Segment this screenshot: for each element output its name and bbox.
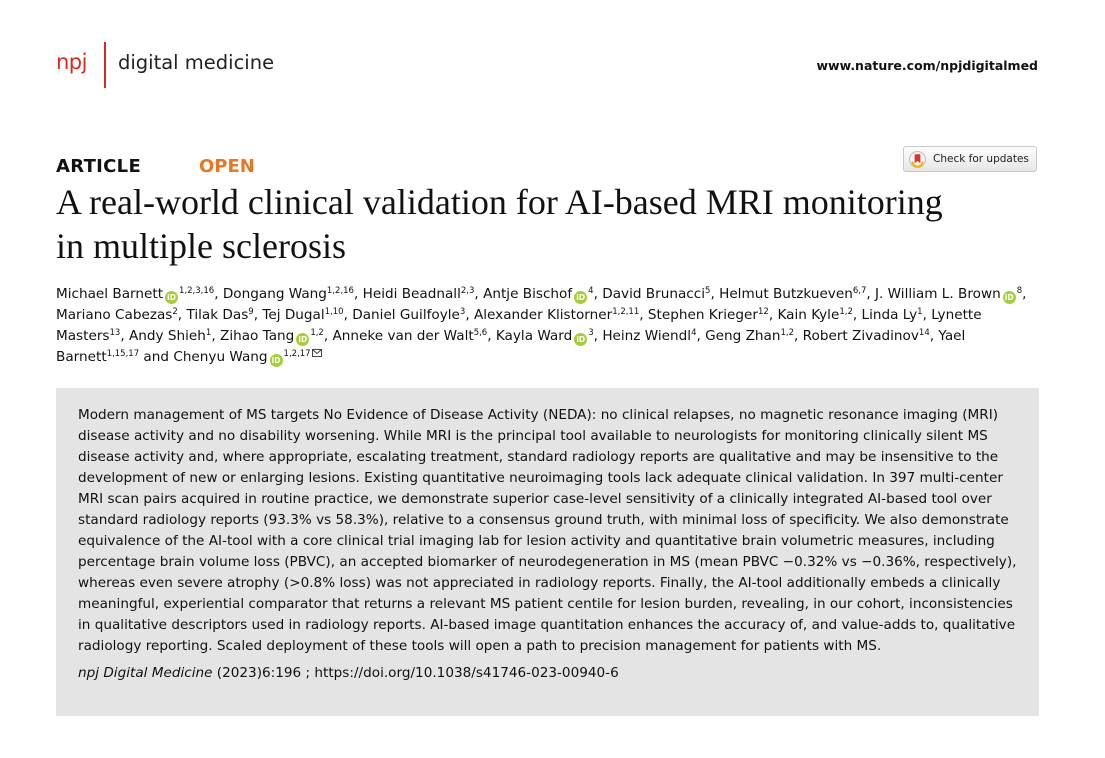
author-name[interactable]: Heidi Beadnall xyxy=(362,286,461,302)
author-name[interactable]: Anneke van der Walt xyxy=(332,328,474,344)
author-name[interactable]: Tej Dugal xyxy=(262,307,325,323)
author-name[interactable]: J. William L. Brown xyxy=(875,286,1001,302)
citation-journal: npj Digital Medicine xyxy=(78,665,213,681)
orcid-icon[interactable]: iD xyxy=(165,291,178,304)
orcid-icon[interactable]: iD xyxy=(1003,291,1016,304)
author-name[interactable]: Heinz Wiendl xyxy=(602,328,692,344)
author-entry xyxy=(862,307,923,323)
author-affiliation: 4 xyxy=(691,328,697,338)
citation-details: (2023)6:196 ; xyxy=(212,665,315,681)
author-entry xyxy=(129,328,211,344)
author-name[interactable]: Geng Zhan xyxy=(705,328,781,344)
author-affiliation: 8 xyxy=(1016,286,1023,296)
author-affiliation: 2 xyxy=(172,307,178,317)
author-affiliation: 1 xyxy=(917,307,923,317)
author-name[interactable]: Daniel Guilfoyle xyxy=(352,307,460,323)
author-entry xyxy=(56,307,178,323)
author-affiliation: 9 xyxy=(248,307,254,317)
title-line-1: A real-world clinical validation for AI-based MRI monitoring xyxy=(56,182,943,222)
author-entry xyxy=(56,286,214,302)
author-affiliation: 1,2,3,16 xyxy=(179,286,215,296)
crossmark-icon xyxy=(909,151,926,168)
author-entry xyxy=(875,286,1022,302)
author-affiliation: 1,2,16 xyxy=(326,286,354,296)
author-entry xyxy=(474,307,639,323)
author-affiliation: 1,10 xyxy=(324,307,344,317)
title-line-2: in multiple sclerosis xyxy=(56,226,346,266)
journal-url-link[interactable]: www.nature.com/npjdigitalmed xyxy=(816,58,1038,73)
author-affiliation: 1,2 xyxy=(839,307,853,317)
orcid-icon[interactable]: iD xyxy=(270,354,283,367)
author-name[interactable]: Zihao Tang xyxy=(220,328,295,344)
author-entry xyxy=(705,328,794,344)
citation xyxy=(78,663,1017,684)
author-name[interactable]: Mariano Cabezas xyxy=(56,307,173,323)
author-name[interactable]: Kain Kyle xyxy=(777,307,840,323)
author-entry xyxy=(496,328,594,344)
author-entry xyxy=(648,307,769,323)
author-entry xyxy=(186,307,253,323)
author-entry xyxy=(262,307,343,323)
check-for-updates-label: Check for updates xyxy=(933,153,1029,165)
author-entry xyxy=(363,286,475,302)
author-entry xyxy=(602,286,710,302)
author-name[interactable]: Chenyu Wang xyxy=(173,349,268,365)
logo-divider xyxy=(104,42,106,88)
author-entry xyxy=(173,349,321,365)
author-affiliation: 1,2 xyxy=(310,328,324,338)
journal-name[interactable]: digital medicine xyxy=(118,51,275,74)
check-for-updates-button[interactable] xyxy=(903,146,1037,172)
author-name[interactable]: Tilak Das xyxy=(186,307,249,323)
author-affiliation: 1,15,17 xyxy=(106,349,140,359)
author-affiliation: 5 xyxy=(705,286,711,296)
author-name[interactable]: Helmut Butzkueven xyxy=(719,286,853,302)
author-name[interactable]: Kayla Ward xyxy=(495,328,573,344)
author-affiliation: 4 xyxy=(588,286,594,296)
author-entry xyxy=(483,286,594,302)
open-access-badge: OPEN xyxy=(199,156,255,177)
author-name[interactable]: David Brunacci xyxy=(602,286,706,302)
author-affiliation: 1,2,11 xyxy=(612,307,640,317)
journal-logo[interactable]: npj xyxy=(56,50,87,74)
author-name[interactable]: Stephen Krieger xyxy=(647,307,758,323)
orcid-icon[interactable]: iD xyxy=(296,333,309,346)
author-affiliation: 2,3 xyxy=(460,286,475,296)
author-entry xyxy=(777,307,852,323)
author-entry xyxy=(602,328,696,344)
orcid-icon[interactable]: iD xyxy=(574,291,587,304)
author-affiliation: 3 xyxy=(459,307,466,317)
author-name[interactable]: Linda Ly xyxy=(861,307,918,323)
author-affiliation: 3 xyxy=(588,328,594,338)
author-affiliation: 1 xyxy=(205,328,212,338)
email-icon[interactable] xyxy=(312,349,322,357)
author-entry xyxy=(803,328,930,344)
author-affiliation: 13 xyxy=(109,328,121,338)
author-affiliation: 12 xyxy=(758,307,769,317)
abstract-box xyxy=(56,388,1039,716)
author-affiliation: 1,2,17 xyxy=(283,349,311,359)
orcid-icon[interactable]: iD xyxy=(574,333,587,346)
author-name[interactable]: Michael Barnett xyxy=(56,286,164,302)
author-list: Michael Barnett iD$^{1,2,3,16}$, Dongang Wang$^{1,2,16}$, Heidi Beadnall$^{2,3}$, Antje Bischof $iD^4$, David Brunacci$^5$, Helmut Butzkueven$^{6,7}$, J. William L. Brown $iD^8$, Mariano Cabezas$^2$, Tilak Das$^9$, Tej Dugal$^{1,10}$, Daniel Guilfoyle$^3$, Alexander Klistorner$^{1,2,11}$, Stephen Krieger$^{12}$, Kain Kyle$^{1,2}$, Linda Ly$^1$, Lynette Masters$^{13}$, Andy Shieh$^1$, Zihao Tang iD$^{1,2}$, Anneke van der Walt$^{5,6}$, Kayla Ward $iD^3$, Heinz Wiendl$^4$, Geng Zhan$^{1,2}$, Robert Zivadinov$^{14}$, Yael Barnett$^{1,15,17}$ and Chenyu Wang iD$^{1,2,17}$ xyxy=(56,286,1027,365)
author-name[interactable]: Antje Bischof xyxy=(483,286,573,302)
author-entry xyxy=(223,286,354,302)
author-affiliation: 14 xyxy=(918,328,930,338)
author-name[interactable]: Andy Shieh xyxy=(129,328,206,344)
author-affiliation: 6,7 xyxy=(852,286,867,296)
article-title xyxy=(56,180,1056,268)
author-affiliation: 5,6 xyxy=(473,328,488,338)
article-type-label: ARTICLE xyxy=(56,156,142,177)
doi-link[interactable]: https://doi.org/10.1038/s41746-023-00940-6 xyxy=(314,665,619,681)
author-entry xyxy=(333,328,488,344)
author-entry xyxy=(719,286,866,302)
journal-header xyxy=(56,42,1038,88)
author-entry xyxy=(352,307,465,323)
author-name[interactable]: Lynette Masters xyxy=(56,307,982,344)
author-name[interactable]: Alexander Klistorner xyxy=(473,307,613,323)
author-affiliation: 1,2 xyxy=(780,328,795,338)
author-name[interactable]: Robert Zivadinov xyxy=(802,328,919,344)
author-entry xyxy=(220,328,324,344)
abstract-text: Modern management of MS targets No Evidence of Disease Activity (NEDA): no clinical relapses, no magnetic resonance imaging (MRI) disease activity and no disability worsening. While MRI is the principal tool available to neurologists for monitoring clinically silent MS disease activity and, where appropriate, escalating treatment, standard radiology reports are qualitative and may be insensitive to the development of new or enlarging lesions. Existing quantitative neuroimaging tools lack adequate clinical validation. In 397 multi-center MRI scan pairs acquired in routine practice, we demonstrate superior case-level sensitivity of a clinically integrated AI-based tool over standard radiology reports (93.3% vs 58.3%), relative to a consensus ground truth, with minimal loss of specificity. We also demonstrate equivalence of the AI-tool with a core clinical trial imaging lab for lesion activity and quantitative brain volumetric measures, including percentage brain volume loss (PBVC), an accepted biomarker of neurodegeneration in MS (mean PBVC −0.32% vs −0.36%, respectively), whereas even severe atrophy (>0.8% loss) was not appreciated in radiology reports. Finally, the AI-tool additionally embeds a clinically meaningful, experiential comparator that returns a relevant MS patient centile for lesion burden, revealing, in our cohort, inconsistencies in qualitative descriptors used in radiology reports. AI-based image quantitation enhances the accuracy of, and value-adds to, qualitative radiology reporting. Scaled deployment of these tools will open a path to precision management for patients with MS. xyxy=(78,407,1017,654)
author-name[interactable]: Yael Barnett xyxy=(56,328,966,365)
author-name[interactable]: Dongang Wang xyxy=(222,286,327,302)
